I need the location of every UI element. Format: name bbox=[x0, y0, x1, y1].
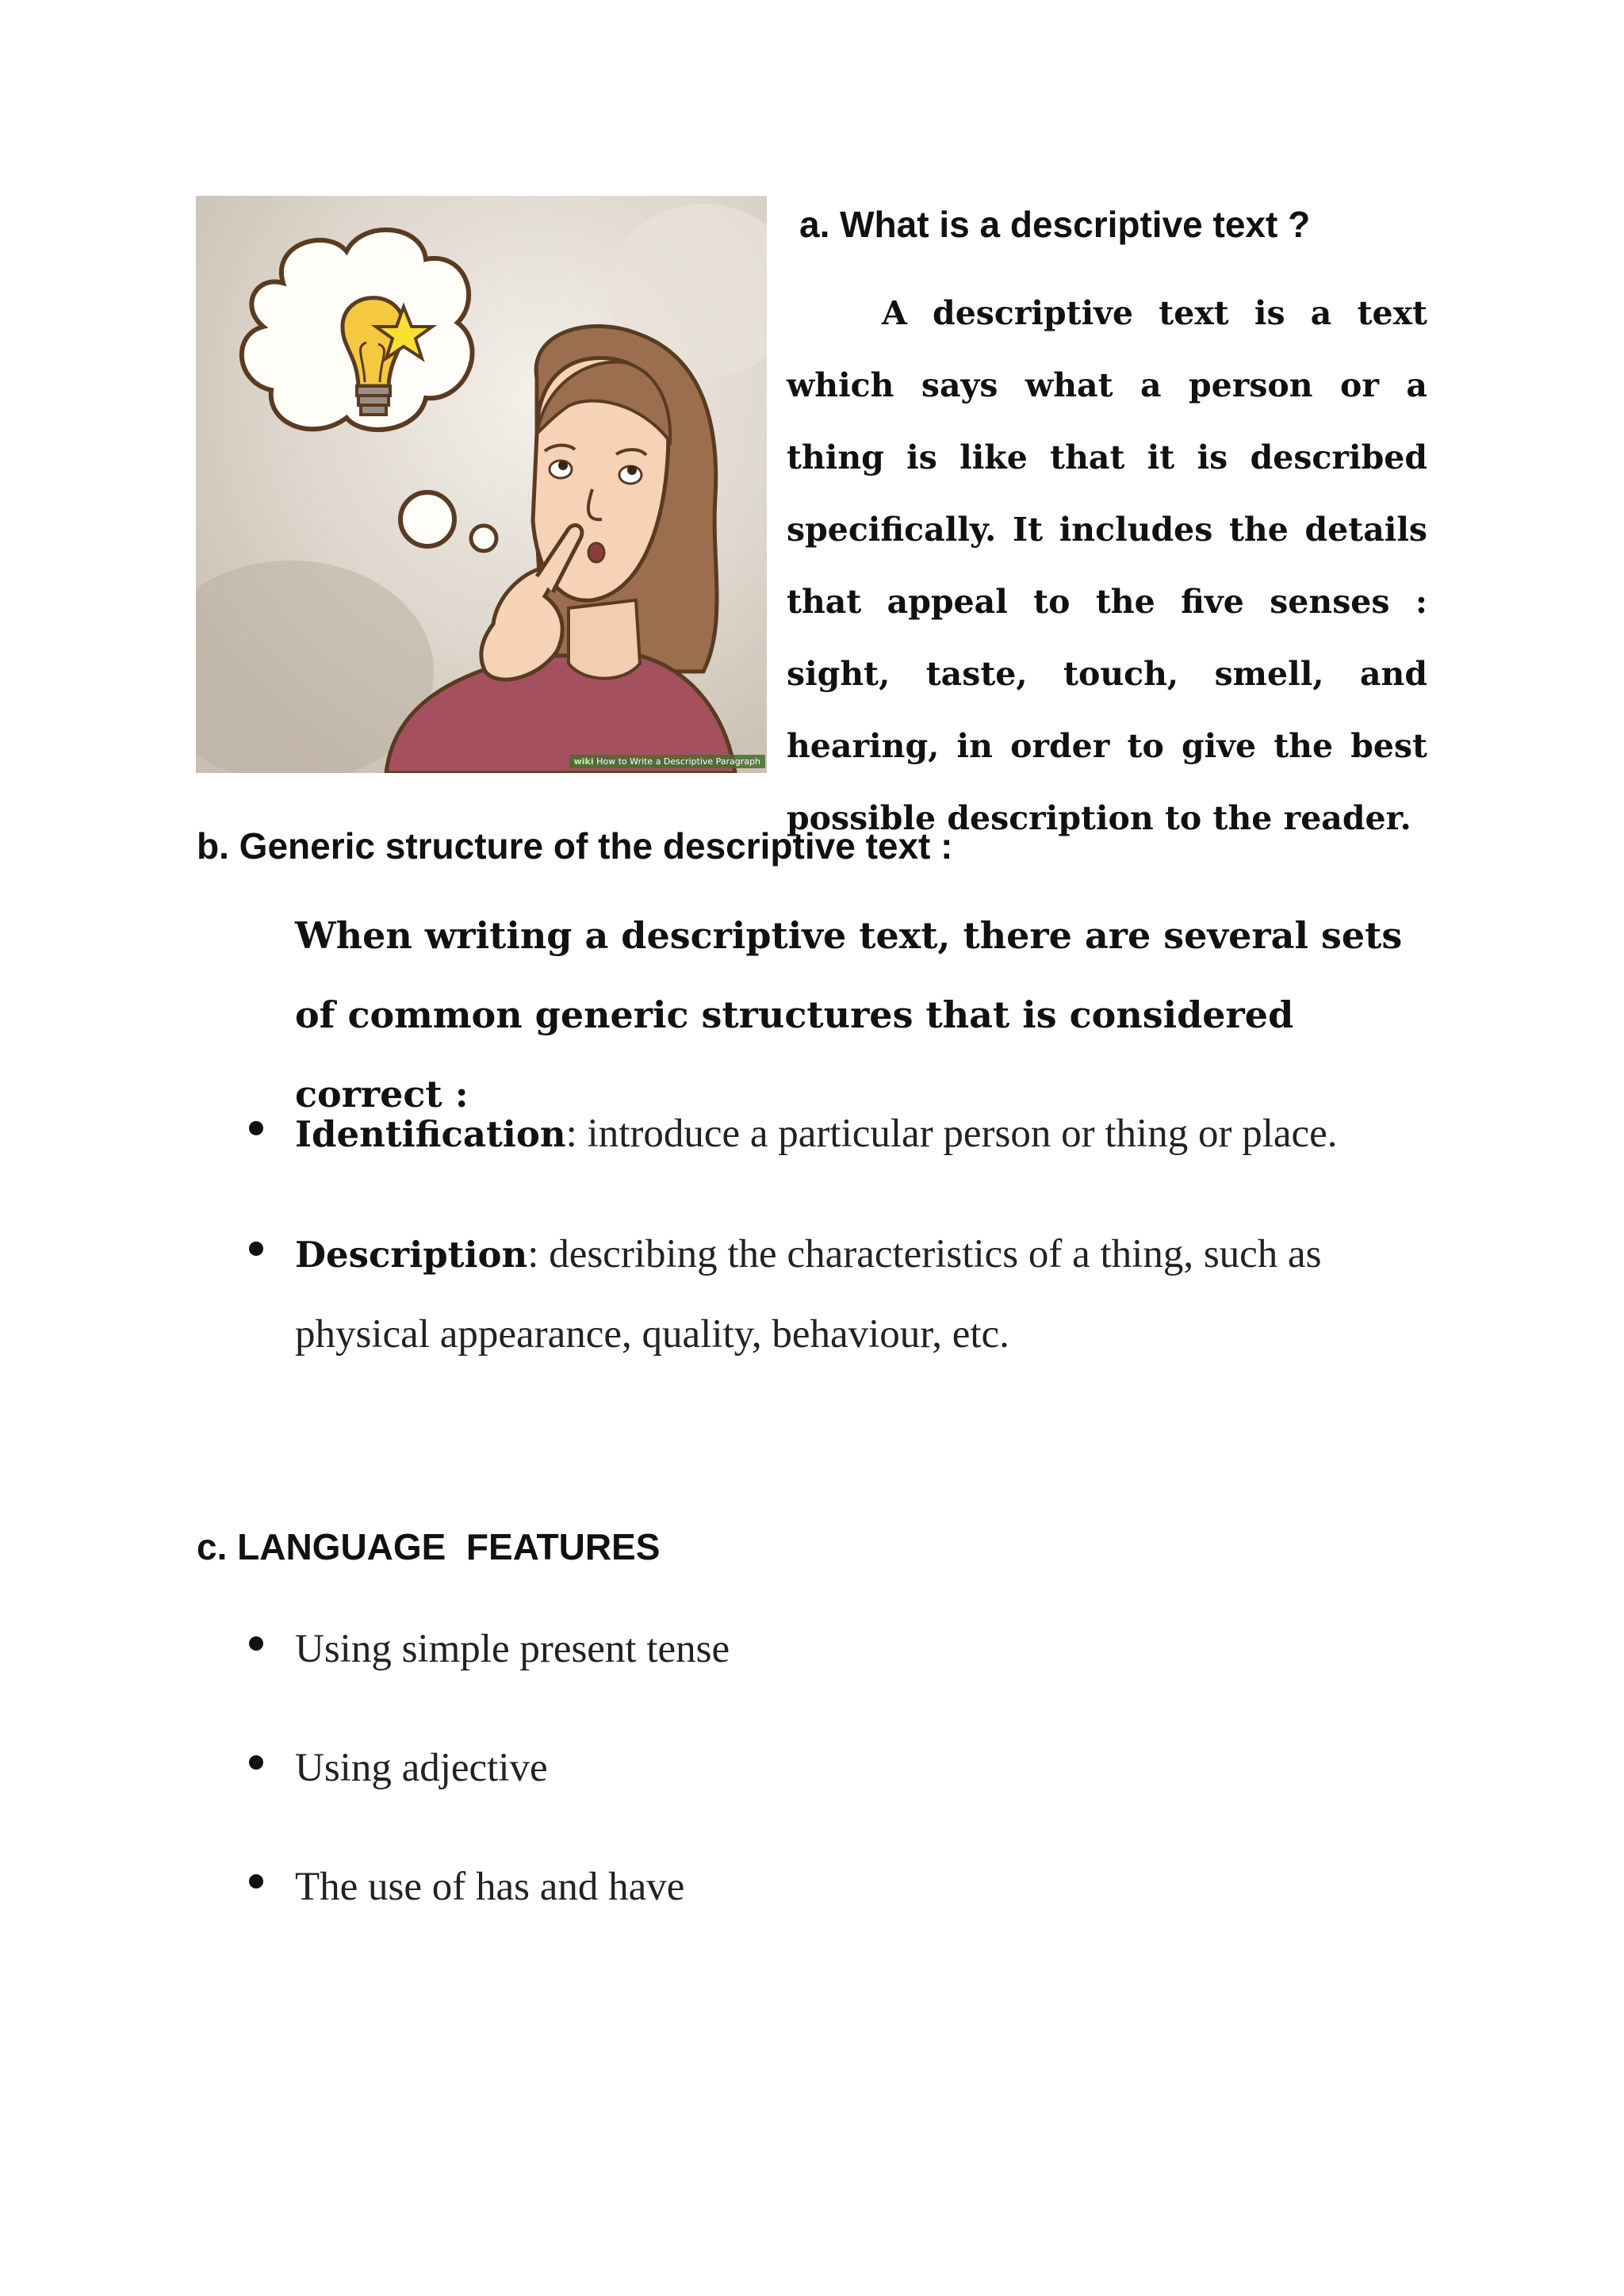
definition-description: : describing the characteristics of a thing, such as physical appearance, quality, behaviour, etc. bbox=[295, 1232, 1322, 1357]
bullet-dot bbox=[249, 1636, 263, 1651]
list-item: Using adjective bbox=[295, 1746, 548, 1790]
watermark: wiki How to Write a Descriptive Paragraph bbox=[569, 755, 765, 768]
section-b-heading: b. Generic structure of the descriptive text : bbox=[197, 825, 953, 867]
section-a-paragraph: A descriptive text is a text which says what a person or a thing is like that it is described specifically. It includes the details that appeal to the five senses : sight, taste, touch, smell, and hearing, in order to give the best possible description to the reader. bbox=[787, 294, 1427, 837]
term-description: Description bbox=[295, 1234, 528, 1276]
bullet-dot bbox=[249, 1874, 263, 1888]
list-item: The use of has and have bbox=[295, 1865, 685, 1909]
list-item: Using simple present tense bbox=[295, 1627, 730, 1671]
bullet-dot bbox=[249, 1242, 263, 1256]
definition-identification: : introduce a particular person or thing or place. bbox=[565, 1112, 1338, 1156]
bullet-dot bbox=[249, 1121, 263, 1135]
illustration-image bbox=[196, 196, 767, 773]
bullet-dot bbox=[249, 1755, 263, 1770]
section-a-heading: a. What is a descriptive text ? bbox=[799, 204, 1311, 245]
list-item-description bbox=[295, 1215, 1437, 1374]
term-identification: Identification bbox=[295, 1113, 566, 1155]
thinking-woman-illustration bbox=[196, 196, 767, 773]
section-b-intro: When writing a descriptive text, there are several sets of common generic structures that is considered correct : bbox=[295, 914, 1403, 1115]
list-item-identification bbox=[295, 1094, 1437, 1174]
section-c-heading: c. LANGUAGE FEATURES bbox=[197, 1526, 661, 1567]
